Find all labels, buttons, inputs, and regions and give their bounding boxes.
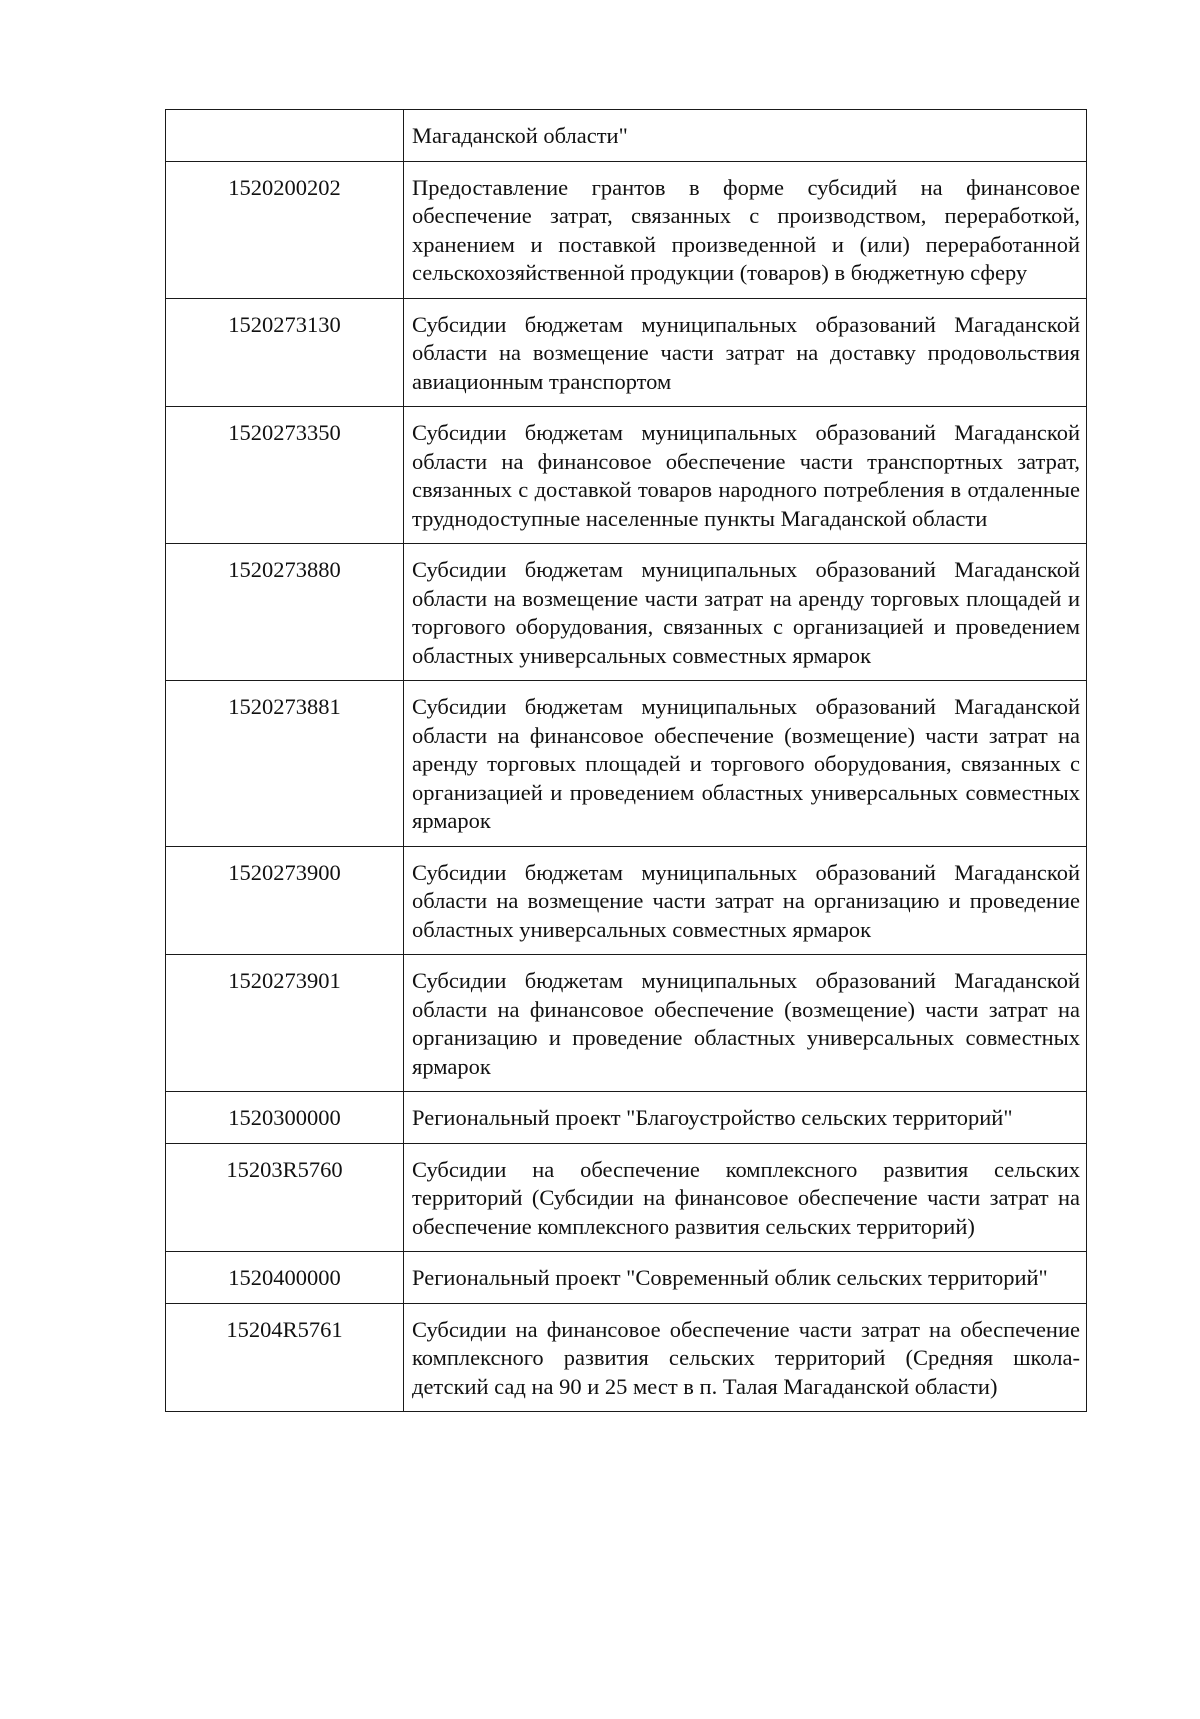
description-cell <box>404 1252 1087 1304</box>
table-row <box>166 1143 1087 1252</box>
code-cell: 1520273130 <box>166 298 404 407</box>
description-text: Субсидии бюджетам муниципальных образований Магаданской области на возмещение части затрат на аренду торговых площадей и торгового оборудования, связанных с организацией и проведением областных универсальных совместных ярмарок <box>412 557 1080 668</box>
code-cell: 15204R5761 <box>166 1303 404 1412</box>
description-cell <box>404 161 1087 298</box>
description-text: Субсидии на финансовое обеспечение части затрат на обеспечение комплексного развития сельских территорий (Средняя школа-детский сад на 90 и 25 мест в п. Талая Магаданской области) <box>412 1316 1080 1399</box>
table-row <box>166 161 1087 298</box>
description-cell <box>404 846 1087 955</box>
code-cell: 15203R5760 <box>166 1143 404 1252</box>
table-row <box>166 407 1087 544</box>
code-cell: 1520400000 <box>166 1252 404 1304</box>
code-cell: 1520273881 <box>166 681 404 847</box>
description-text: Региональный проект "Современный облик сельских территорий" <box>412 1265 1048 1290</box>
description-cell <box>404 681 1087 847</box>
table-row <box>166 110 1087 162</box>
description-cell <box>404 1303 1087 1412</box>
description-text: Субсидии бюджетам муниципальных образований Магаданской области на финансовое обеспечение части транспортных затрат, связанных с доставкой товаров народного потребления в отдаленные труднодоступные населенные пункты Магаданской области <box>412 420 1080 531</box>
table-row <box>166 681 1087 847</box>
description-text: Магаданской области" <box>412 123 628 148</box>
description-text: Субсидии бюджетам муниципальных образований Магаданской области на финансовое обеспечение (возмещение) части затрат на аренду торговых площадей и торгового оборудования, связанных с организацией и проведением областных универсальных совместных ярмарок <box>412 694 1080 833</box>
description-text: Предоставление грантов в форме субсидий на финансовое обеспечение затрат, связанных с производством, переработкой, хранением и поставкой произведенной и (или) переработанной сельскохозяйственной продукции (товаров) в бюджетную сферу <box>412 174 1080 285</box>
table-row <box>166 298 1087 407</box>
description-text: Субсидии бюджетам муниципальных образований Магаданской области на возмещение части затрат на организацию и проведение областных универсальных совместных ярмарок <box>412 859 1080 942</box>
description-text: Региональный проект "Благоустройство сельских территорий" <box>412 1105 1013 1130</box>
description-cell <box>404 1143 1087 1252</box>
table-row <box>166 846 1087 955</box>
table-row <box>166 1252 1087 1304</box>
description-text: Субсидии бюджетам муниципальных образований Магаданской области на финансовое обеспечение (возмещение) части затрат на организацию и проведение областных универсальных совместных ярмарок <box>412 968 1080 1079</box>
code-cell: 1520273880 <box>166 544 404 681</box>
description-cell <box>404 544 1087 681</box>
code-cell: 1520300000 <box>166 1092 404 1144</box>
code-cell: 1520273901 <box>166 955 404 1092</box>
code-cell: 1520200202 <box>166 161 404 298</box>
description-cell <box>404 110 1087 162</box>
description-text: Субсидии на обеспечение комплексного развития сельских территорий (Субсидии на финансовое обеспечение части затрат на обеспечение комплексного развития сельских территорий) <box>412 1156 1080 1239</box>
table-row <box>166 1303 1087 1412</box>
code-cell <box>166 110 404 162</box>
description-cell <box>404 955 1087 1092</box>
code-cell: 1520273900 <box>166 846 404 955</box>
description-cell <box>404 298 1087 407</box>
description-cell <box>404 407 1087 544</box>
code-cell: 1520273350 <box>166 407 404 544</box>
table-row <box>166 955 1087 1092</box>
description-cell <box>404 1092 1087 1144</box>
budget-codes-table <box>165 109 1087 1412</box>
description-text: Субсидии бюджетам муниципальных образований Магаданской области на возмещение части затрат на доставку продовольствия авиационным транспортом <box>412 311 1080 394</box>
table-row <box>166 1092 1087 1144</box>
table-row <box>166 544 1087 681</box>
